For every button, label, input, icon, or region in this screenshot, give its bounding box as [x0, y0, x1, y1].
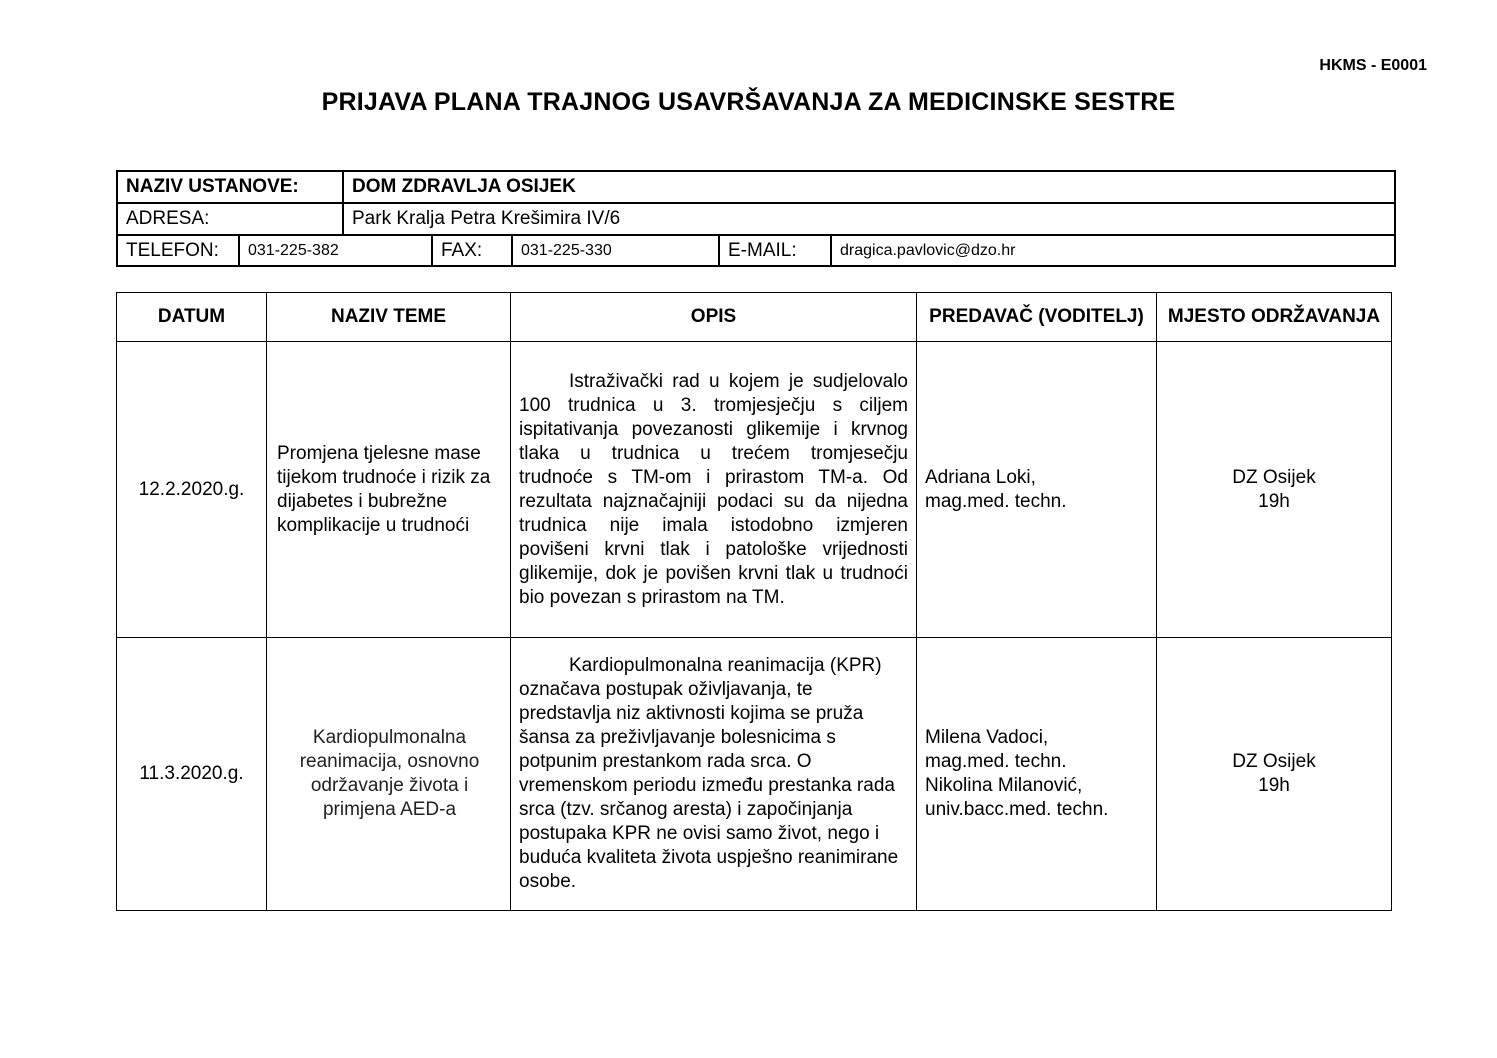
phone-value: 031-225-382 [238, 236, 431, 267]
form-code: HKMS - E0001 [1319, 57, 1427, 74]
page-title: PRIJAVA PLANA TRAJNOG USAVRŠAVANJA ZA MEDICINSKE SESTRE [321, 88, 1176, 116]
row-description-text: Istraživački rad u kojem je sudjelovalo 100 trudnica u 3. tromjesječju s ciljem ispitativanja povezanosti glikemije i krvnog tlaka u trudnica u trećem tromjesečju trudnoće s TM-om i prirastom TM-a. Od rezultata najznačajniji podaci su da nijedna trudnica nije imala istodobno izmjeren povišeni krvni tlak i patološke vrijednosti glikemije, dok je povišen krvni tlak u trudnoći bio povezan s prirastom na TM. [519, 370, 908, 608]
email-value: dragica.pavlovic@dzo.hr [830, 236, 1396, 267]
lecturer-title: univ.bacc.med. techn. [925, 799, 1109, 820]
row-lecturer [917, 638, 1157, 911]
header-date: DATUM [117, 293, 267, 342]
header-lecturer: PREDAVAČ (VODITELJ) [917, 293, 1157, 342]
table-row [117, 638, 1392, 911]
row-description [511, 342, 917, 638]
table-header-row [117, 293, 1392, 342]
lecturer-name: Nikolina Milanović, [925, 775, 1083, 796]
row-date: 11.3.2020.g. [117, 638, 267, 911]
email-label: E-MAIL: [718, 236, 830, 267]
row-description [511, 638, 917, 911]
education-plan-table [116, 292, 1392, 911]
address-row [118, 204, 1394, 236]
row-place [1157, 638, 1392, 911]
row-lecturer [917, 342, 1157, 638]
institution-name-label: NAZIV USTANOVE: [126, 176, 299, 197]
address-value: Park Kralja Petra Krešimira IV/6 [342, 204, 1396, 234]
lecturer-title: mag.med. techn. [925, 490, 1067, 512]
header-description: OPIS [511, 293, 917, 342]
place-time: 19h [1258, 775, 1290, 796]
institution-name-value: DOM ZDRAVLJA OSIJEK [342, 172, 1396, 202]
contact-row [118, 236, 1394, 267]
row-topic: Promjena tjelesne mase tijekom trudnoće i rizik za dijabetes i bubrežne komplikacije u trudnoći [267, 342, 511, 638]
lecturer-name: Adriana Loki, [925, 466, 1036, 488]
header-place: MJESTO ODRŽAVANJA [1157, 293, 1392, 342]
row-place [1157, 342, 1392, 638]
row-date: 12.2.2020.g. [117, 342, 267, 638]
place-name: DZ Osijek [1232, 751, 1316, 772]
fax-label: FAX: [431, 236, 511, 267]
header-topic: NAZIV TEME [267, 293, 511, 342]
row-topic: Kardiopulmonalna reanimacija, osnovno održavanje života i primjena AED-a [267, 638, 511, 911]
institution-info-table [116, 170, 1396, 267]
lecturer-name: Milena Vadoci, [925, 727, 1049, 748]
phone-label: TELEFON: [126, 240, 219, 261]
row-description-text: Kardiopulmonalna reanimacija (KPR) označava postupak oživljavanja, te predstavlja niz aktivnosti kojima se pruža šansa za preživljavanje bolesnicima s potpunim prestankom rada srca. O vremenskom periodu između prestanka rada srca (tzv. srčanog aresta) i započinjanja postupaka KPR ne ovisi samo život, nego i buduća kvaliteta života uspješno reanimirane osobe. [519, 655, 899, 892]
fax-value: 031-225-330 [511, 236, 718, 267]
institution-name-row [118, 172, 1394, 204]
place-time: 19h [1258, 490, 1290, 512]
lecturer-title: mag.med. techn. [925, 751, 1067, 772]
address-label: ADRESA: [126, 208, 210, 229]
table-row [117, 342, 1392, 638]
place-name: DZ Osijek [1232, 466, 1316, 488]
